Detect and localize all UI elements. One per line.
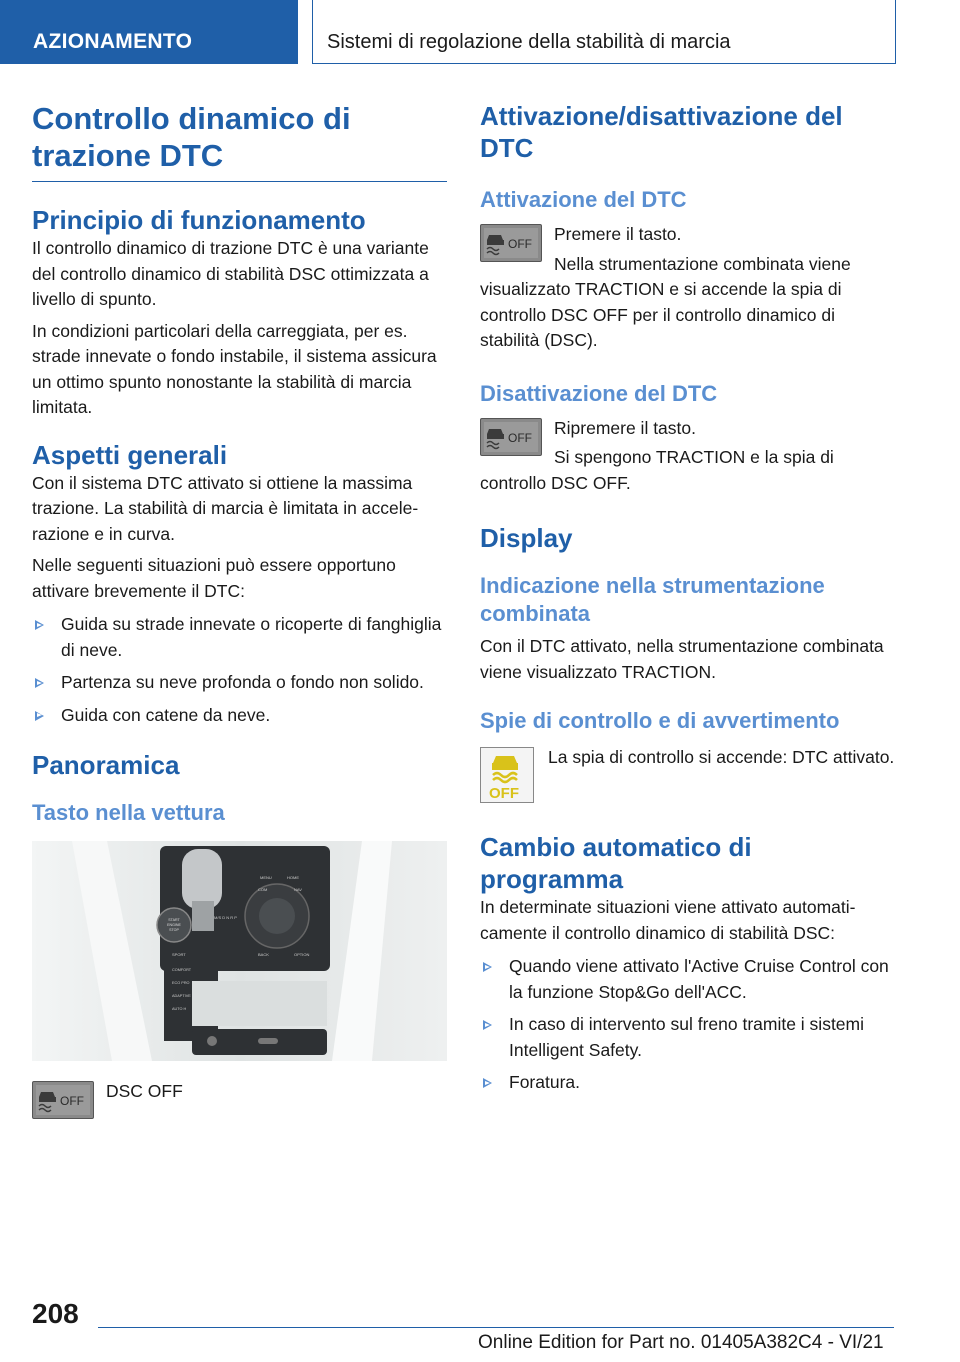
center-console-photo: [32, 841, 447, 1061]
triangle-bullet-icon: [483, 1020, 492, 1030]
list-item: Guida su strade innevate o ricoperte di fanghiglia di neve.: [32, 612, 447, 663]
activate-heading: Attivazione del DTC: [480, 187, 687, 212]
activate-step: Premere il tasto.: [554, 224, 682, 244]
auto-heading: Cambio automatico di programma: [480, 832, 752, 894]
general-paragraph-2: Nelle seguenti situazioni può essere opportuno attivare brevemente il DTC:: [32, 555, 396, 601]
principle-paragraph-1: Il controllo dinamico di trazione DTC è una variante del controllo dinamico di stabilità DSC ottimizzata a livello di spunto.: [32, 238, 429, 309]
svg-text:OFF: OFF: [489, 785, 519, 802]
general-heading: Aspetti generali: [32, 439, 228, 470]
svg-text:AUTO H: AUTO H: [172, 1007, 187, 1011]
situation-list: [32, 612, 447, 728]
page-title: Controllo dinamico di trazione DTC: [32, 100, 447, 182]
svg-text:OPTION: OPTION: [294, 952, 310, 957]
traction-warning-icon: [480, 747, 534, 803]
principle-paragraph-2: In condizioni particolari della carreggiata, per es. strade innevate o fondo instabile, il sistema assicura un ottimo spunto nonostante la stabilità di marcia limitata.: [32, 320, 437, 417]
button-heading: Tasto nella vettura: [32, 800, 225, 825]
auto-paragraph: In determinate situazioni viene attivato automaticamente il controllo dinamico di stabilità DSC:: [480, 897, 856, 943]
svg-text:OFF: OFF: [508, 430, 532, 445]
activate-result: Nella strumentazione combinata viene visualizzato TRACTION e si accende la spia di controllo DSC OFF per il controllo dinamico di stabilità (DSC).: [480, 253, 851, 350]
triangle-bullet-icon: [483, 962, 492, 972]
general-paragraph-1: Con il sistema DTC attivato si ottiene la massima trazione. La stabilità di marcia è limitata in accelerazione e in curva.: [32, 472, 419, 544]
svg-text:NAV: NAV: [294, 887, 302, 892]
svg-text:STOP: STOP: [169, 928, 179, 932]
edition-line: Online Edition for Part no. 01405A382C4 - VI/21: [478, 1332, 884, 1353]
deactivate-result: Si spengono TRACTION e la spia di controllo DSC OFF.: [480, 447, 834, 493]
triangle-bullet-icon: [483, 1078, 492, 1088]
triangle-bullet-icon: [35, 711, 44, 721]
footer-divider: [98, 1327, 894, 1328]
svg-text:HOME: HOME: [287, 875, 299, 880]
svg-text:SPORT: SPORT: [172, 952, 186, 957]
list-item: Guida con catene da neve.: [32, 703, 447, 729]
lights-paragraph: La spia di controllo si accende: DTC attivato.: [548, 747, 895, 767]
list-item: Foratura.: [480, 1070, 895, 1096]
svg-text:ENGINE: ENGINE: [167, 923, 181, 927]
left-column: [32, 100, 447, 1108]
activate-row: [480, 222, 895, 252]
deactivate-row: [480, 416, 895, 446]
cluster-paragraph: Con il DTC attivato, nella strumentazione combinata viene visualizzato TRACTION.: [480, 636, 884, 682]
overview-heading: Panoramica: [32, 750, 180, 780]
cluster-heading: Indicazione nella strumentazione combinata: [480, 573, 825, 626]
dsc-off-button-icon: [480, 418, 542, 456]
dsc-off-button-icon: [32, 1081, 94, 1119]
section-tab: AZIONAMENTO: [0, 0, 298, 64]
start-stop-label: START: [168, 918, 180, 922]
center-console-illustration: [32, 841, 447, 1061]
svg-text:ADAPTIVE: ADAPTIVE: [172, 994, 191, 998]
lights-heading: Spie di controllo e di avvertimento: [480, 708, 840, 733]
dsc-off-row: [32, 1079, 447, 1108]
page-number: 208: [32, 1298, 79, 1329]
svg-text:COMFORT: COMFORT: [172, 968, 192, 972]
list-item: In caso di intervento sul freno tramite i sistemi Intelligent Safety.: [480, 1012, 895, 1063]
auto-list: [480, 954, 895, 1096]
svg-text:COM: COM: [258, 887, 268, 892]
right-column: [480, 100, 895, 1103]
dsc-off-button-icon: [480, 224, 542, 262]
list-item: Quando viene attivato l'Active Cruise Control con la funzione Stop&Go dell'ACC.: [480, 954, 895, 1005]
svg-text:OFF: OFF: [60, 1094, 84, 1108]
triangle-bullet-icon: [35, 678, 44, 688]
button-caption: DSC OFF: [106, 1081, 183, 1101]
lights-row: [480, 745, 895, 805]
chapter-title: Sistemi di regolazione della stabilità di marcia: [312, 0, 896, 64]
display-heading: Display: [480, 523, 573, 553]
principle-heading: Principio di funzionamento: [32, 205, 366, 235]
list-item: Partenza su neve profonda o fondo non solido.: [32, 670, 447, 696]
triangle-bullet-icon: [35, 620, 44, 630]
svg-text:MENU: MENU: [260, 875, 272, 880]
svg-text:OFF: OFF: [508, 237, 532, 251]
deactivate-heading: Disattivazione del DTC: [480, 380, 718, 406]
deactivate-step: Ripremere il tasto.: [554, 417, 696, 438]
svg-text:ECO PRO: ECO PRO: [172, 981, 190, 985]
svg-text:M/S D N R P: M/S D N R P: [214, 915, 237, 920]
svg-text:BACK: BACK: [258, 952, 269, 957]
onoff-heading: Attivazione/disattivazione del DTC: [480, 101, 843, 163]
